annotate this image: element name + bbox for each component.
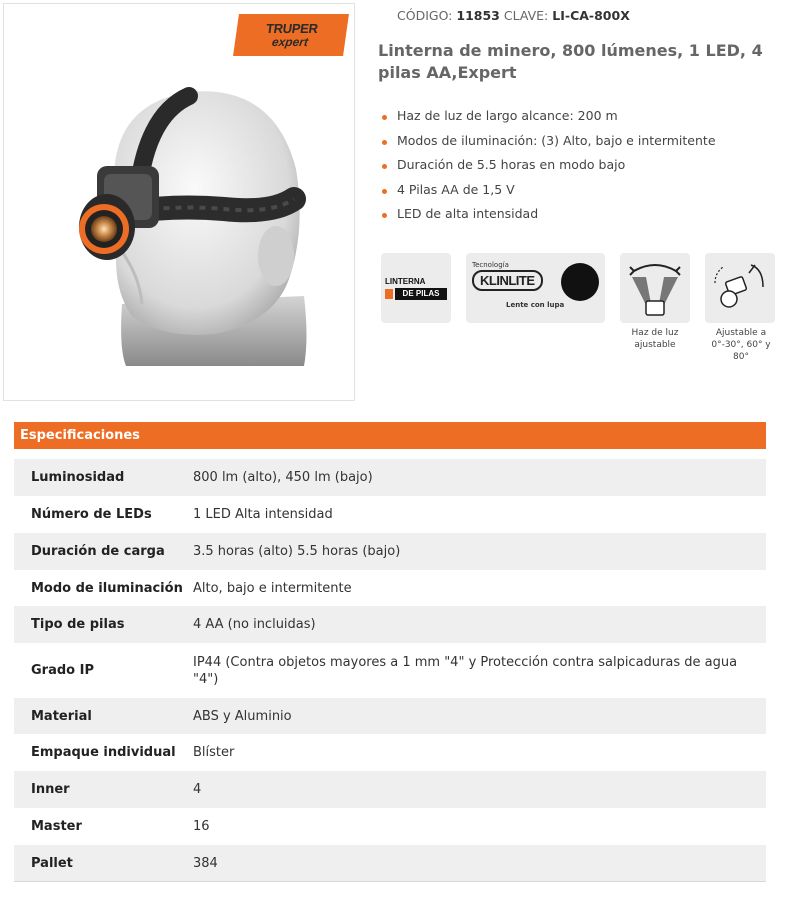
spec-row: [14, 570, 766, 606]
spec-label: Material: [31, 708, 92, 724]
product-title: Linterna de minero, 800 lúmenes, 1 LED, 4 pilas AA,Expert: [378, 41, 763, 82]
spec-label: Master: [31, 819, 82, 834]
table-bottom-rule: [14, 881, 766, 882]
lens-icon: [561, 263, 599, 301]
battery-icon: [385, 289, 393, 299]
spec-row: [14, 698, 766, 734]
product-image[interactable]: [3, 3, 355, 401]
spec-label: Inner: [31, 782, 70, 797]
feature-item: 4 Pilas AA de 1,5 V: [380, 181, 716, 206]
feature-item: Modos de iluminación: (3) Alto, bajo e intermitente: [380, 132, 716, 157]
spec-row: [14, 533, 766, 570]
headlamp-illustration: [4, 4, 355, 401]
spec-value: 384: [193, 856, 218, 871]
spec-row: [14, 459, 766, 496]
brand-logo: TRUPER expert: [233, 14, 349, 56]
spec-value: 4: [193, 782, 202, 797]
spec-label: Pallet: [31, 856, 73, 871]
product-code: 11853: [456, 8, 500, 23]
feature-item: LED de alta intensidad: [380, 205, 716, 230]
badge-ajustable-caption: Ajustable a 0°-30°, 60° y 80°: [711, 328, 771, 362]
badge-pilas-line1: LINTERNA: [385, 277, 426, 286]
spec-label: Duración de carga: [31, 544, 165, 559]
badge-pilas-line2: DE PILAS: [395, 288, 447, 300]
badge-haz-ajustable: [620, 253, 690, 323]
spec-label: Modo de iluminación: [31, 580, 183, 596]
spec-row: [14, 771, 766, 808]
spec-row: [14, 606, 766, 643]
spec-value: 4 AA (no incluidas): [193, 617, 316, 632]
product-code-line: [397, 8, 630, 23]
specs-header: Especificaciones: [14, 422, 766, 449]
specs-table: [14, 459, 766, 882]
klinlite-bottom-text: Lente con lupa: [506, 301, 565, 309]
spec-value: ABS y Aluminio: [193, 708, 292, 724]
key-label: CLAVE:: [503, 8, 549, 23]
spec-value: 16: [193, 819, 210, 834]
spec-row: [14, 734, 766, 771]
spec-row: [14, 808, 766, 845]
beam-adjust-icon: [620, 253, 690, 323]
spec-value: 800 lm (alto), 450 lm (bajo): [193, 470, 373, 485]
spec-value: 1 LED Alta intensidad: [193, 507, 333, 522]
badge-klinlite: [466, 253, 605, 323]
spec-value: 3.5 horas (alto) 5.5 horas (bajo): [193, 544, 401, 559]
code-label: CÓDIGO:: [397, 8, 453, 23]
spec-row: [14, 845, 766, 882]
angle-adjust-icon: [705, 253, 775, 323]
badge-linterna-de-pilas: [381, 253, 451, 323]
spec-row: [14, 496, 766, 533]
spec-label: Luminosidad: [31, 470, 125, 485]
badge-ajustable-angulo: [705, 253, 775, 323]
spec-value: Blíster: [193, 745, 235, 760]
badge-haz-caption: Haz de luz ajustable: [631, 328, 679, 350]
feature-item: Haz de luz de largo alcance: 200 m: [380, 107, 716, 132]
spec-label: Grado IP: [31, 663, 94, 678]
spec-label: Empaque individual: [31, 745, 176, 760]
feature-list: [380, 107, 716, 230]
klinlite-brand: KLINLITE: [472, 270, 543, 291]
spec-value: Alto, bajo e intermitente: [193, 580, 352, 596]
spec-value: IP44 (Contra objetos mayores a 1 mm "4" y Protección contra salpicaduras de agua "4"): [193, 654, 738, 687]
product-key: LI-CA-800X: [552, 8, 630, 23]
spec-label: Tipo de pilas: [31, 617, 125, 632]
spec-row: [14, 643, 766, 698]
feature-item: Duración de 5.5 horas en modo bajo: [380, 156, 716, 181]
spec-label: Número de LEDs: [31, 507, 152, 522]
klinlite-top-text: Tecnología: [472, 261, 509, 269]
